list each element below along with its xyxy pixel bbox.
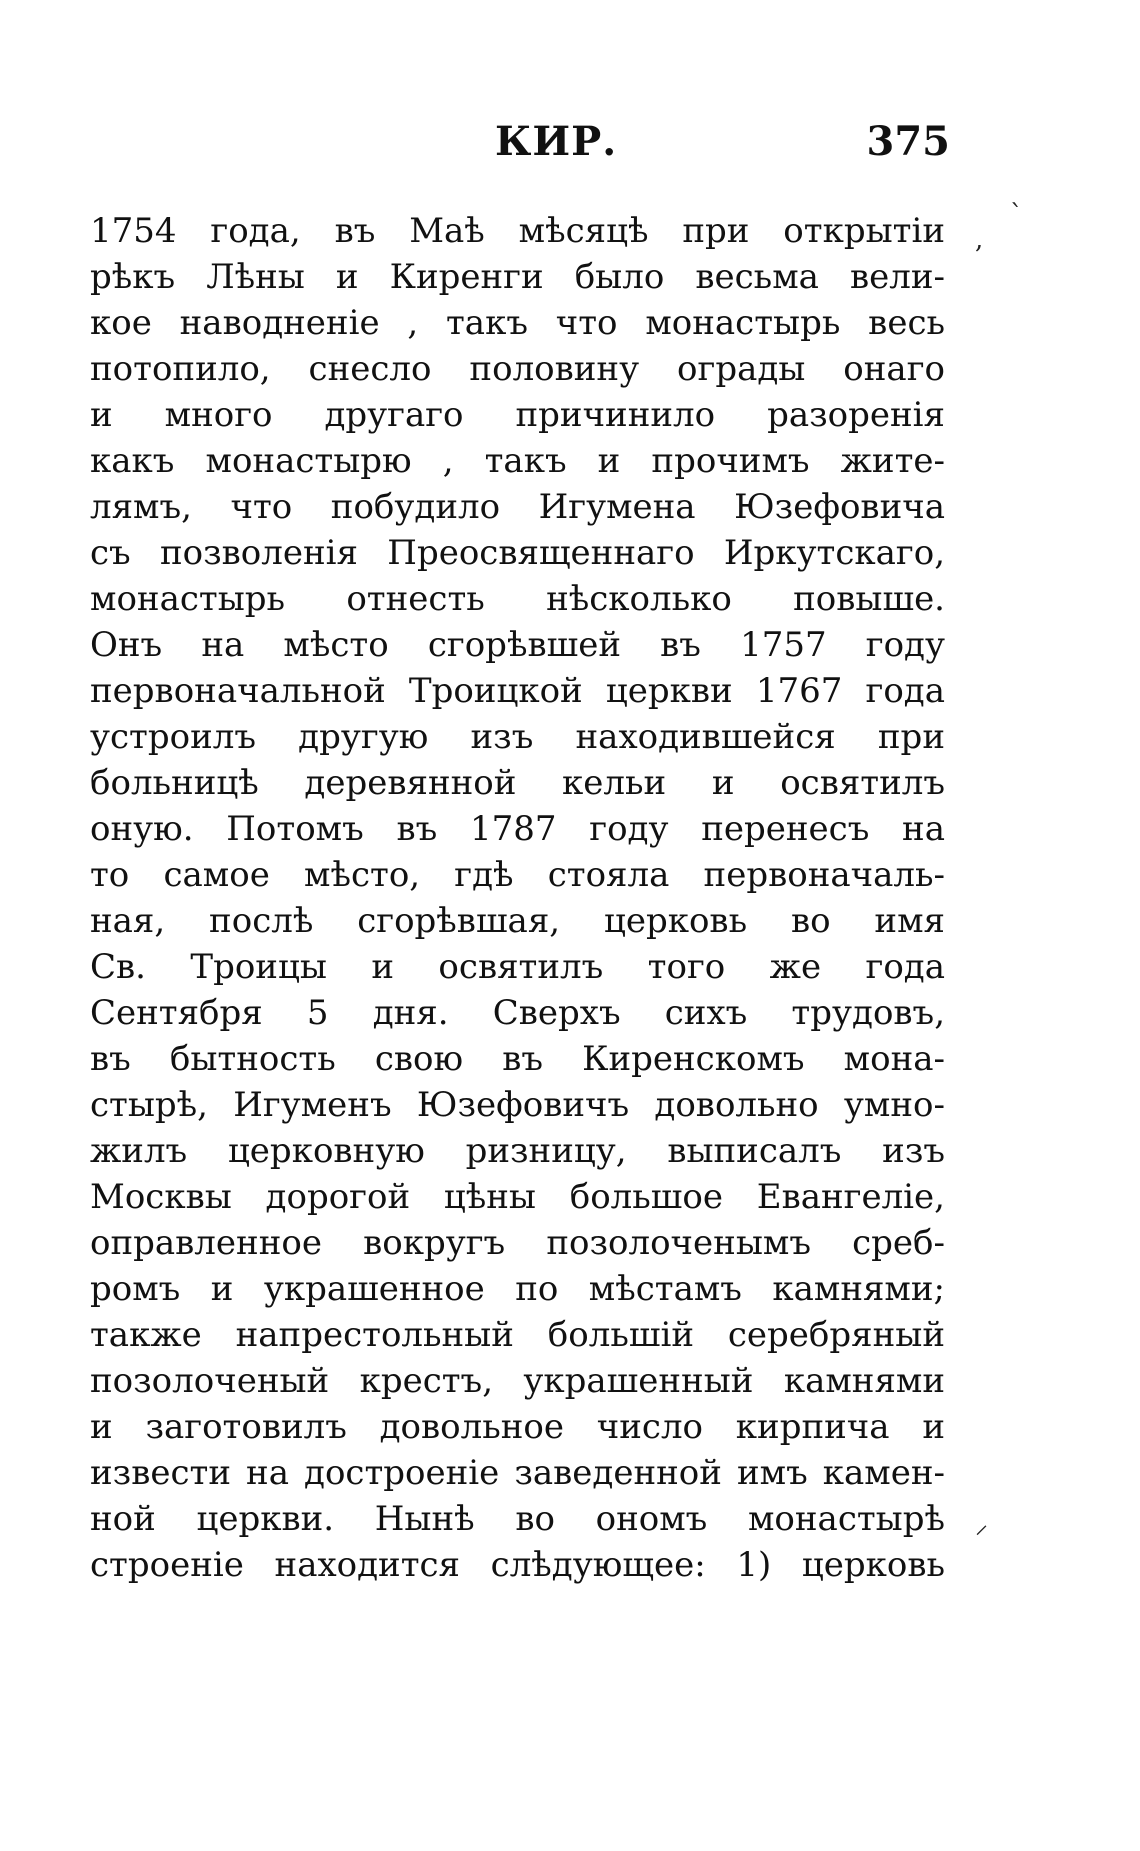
pen-stroke-mark: ⸝ <box>975 1510 989 1540</box>
text-line: ная, послѣ сгорѣвшая, церковь во имя <box>90 901 945 941</box>
body-text <box>90 208 945 1588</box>
text-line: строеніе находится слѣдующее: 1) церковь <box>90 1545 945 1585</box>
text-line: рѣкъ Лѣны и Киренги было весьма вели- <box>90 257 945 297</box>
text-line: оправленное вокругъ позолоченымъ среб- <box>90 1223 945 1263</box>
page-header <box>90 118 950 168</box>
text-line: и много другаго причинило разоренія <box>90 395 945 435</box>
running-head: КИР. <box>495 118 618 165</box>
text-line: потопило, снесло половину ограды онаго <box>90 349 945 389</box>
text-line: устроилъ другую изъ находившейся при <box>90 717 945 757</box>
scan-speck-mark: ` <box>1010 200 1023 230</box>
text-line: ромъ и украшенное по мѣстамъ камнями; <box>90 1269 945 1309</box>
text-line: первоначальной Троицкой церкви 1767 года <box>90 671 945 711</box>
text-line: больницѣ деревянной кельи и освятилъ <box>90 763 945 803</box>
text-line: въ бытность свою въ Киренскомъ мона- <box>90 1039 945 1079</box>
text-line: какъ монастырю , такъ и прочимъ жите- <box>90 441 945 481</box>
text-line: также напрестольный большій серебряный <box>90 1315 945 1355</box>
text-line: извести на достроеніе заведенной имъ камен- <box>90 1453 945 1493</box>
text-line: оную. Потомъ въ 1787 году перенесъ на <box>90 809 945 849</box>
text-line: 1754 года, въ Маѣ мѣсяцѣ при открытіи <box>90 211 945 251</box>
text-line: лямъ, что побудило Игумена Юзефовича <box>90 487 945 527</box>
scan-speck-mark: , <box>975 225 984 255</box>
text-line: Сентября 5 дня. Сверхъ сихъ трудовъ, <box>90 993 945 1033</box>
text-line: Москвы дорогой цѣны большое Евангеліе, <box>90 1177 945 1217</box>
text-line: стырѣ, Игуменъ Юзефовичъ довольно умно- <box>90 1085 945 1125</box>
text-line: и заготовилъ довольное число кирпича и <box>90 1407 945 1447</box>
text-line: ной церкви. Нынѣ во ономъ монастырѣ <box>90 1499 945 1539</box>
text-line: жилъ церковную ризницу, выписалъ изъ <box>90 1131 945 1171</box>
text-line: кое наводненіе , такъ что монастырь весь <box>90 303 945 343</box>
text-line: то самое мѣсто, гдѣ стояла первоначаль- <box>90 855 945 895</box>
text-line: Св. Троицы и освятилъ того же года <box>90 947 945 987</box>
text-line: съ позволенія Преосвященнаго Иркутскаго, <box>90 533 945 573</box>
text-line: позолоченый крестъ, украшенный камнями <box>90 1361 945 1401</box>
text-line: Онъ на мѣсто сгорѣвшей въ 1757 году <box>90 625 945 665</box>
page-number: 375 <box>866 118 950 165</box>
text-line: монастырь отнесть нѣсколько повыше. <box>90 579 945 619</box>
